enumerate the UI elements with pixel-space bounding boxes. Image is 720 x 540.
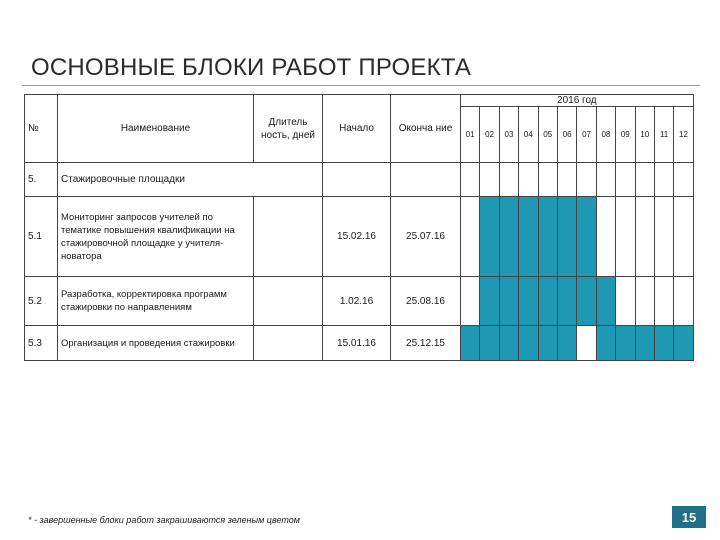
- month-cell-active: [538, 326, 557, 361]
- month-cell-active: [616, 326, 635, 361]
- month-cell: [538, 163, 557, 197]
- month-cell: [557, 163, 576, 197]
- month-cell-active: [499, 326, 518, 361]
- row-name: Разработка, корректировка программ стажировки по направлениям: [58, 277, 254, 326]
- header-month: 12: [674, 107, 693, 163]
- month-cell-active: [519, 197, 538, 277]
- month-cell: [461, 277, 480, 326]
- month-cell-active: [596, 277, 615, 326]
- table-row: [25, 277, 694, 326]
- title-divider: [22, 85, 700, 86]
- month-cell-active: [519, 326, 538, 361]
- month-cell: [577, 163, 596, 197]
- header-month: 10: [635, 107, 654, 163]
- header-start: Начало: [323, 95, 391, 163]
- section-start: [323, 163, 391, 197]
- month-cell: [635, 163, 654, 197]
- row-start: 15.02.16: [323, 197, 391, 277]
- section-row: [25, 163, 694, 197]
- row-num: 5.2: [25, 277, 58, 326]
- month-cell: [674, 197, 693, 277]
- header-year: 2016 год: [461, 95, 694, 107]
- footnote: * - завершенные блоки работ закрашиваются зеленым цветом: [28, 515, 300, 525]
- header-month: 11: [654, 107, 673, 163]
- project-plan-table: [24, 94, 694, 361]
- row-num: 5.1: [25, 197, 58, 277]
- header-month: 09: [616, 107, 635, 163]
- header-name: Наименование: [58, 95, 254, 163]
- header-month: 01: [461, 107, 480, 163]
- month-cell-active: [480, 326, 499, 361]
- month-cell: [519, 163, 538, 197]
- row-name: Мониторинг запросов учителей по тематике повышения квалификации на стажировочной площадке у учителя-новатора: [58, 197, 254, 277]
- header-month: 03: [499, 107, 518, 163]
- month-cell: [616, 277, 635, 326]
- month-cell-active: [538, 277, 557, 326]
- month-cell-active: [480, 197, 499, 277]
- header-num: №: [25, 95, 58, 163]
- month-cell-active: [557, 197, 576, 277]
- month-cell-active: [674, 326, 693, 361]
- month-cell: [635, 277, 654, 326]
- row-duration: [254, 326, 323, 361]
- month-cell-active: [577, 277, 596, 326]
- section-name: Стажировочные площадки: [58, 163, 323, 197]
- header-row-year: [25, 95, 694, 107]
- month-cell-active: [654, 326, 673, 361]
- row-end: 25.08.16: [391, 277, 461, 326]
- month-cell-active: [519, 277, 538, 326]
- month-cell: [616, 197, 635, 277]
- table-row: [25, 326, 694, 361]
- header-month: 06: [557, 107, 576, 163]
- month-cell-active: [499, 277, 518, 326]
- month-cell: [635, 197, 654, 277]
- month-cell-active: [480, 277, 499, 326]
- section-num: 5.: [25, 163, 58, 197]
- month-cell: [654, 277, 673, 326]
- month-cell: [674, 277, 693, 326]
- month-cell: [480, 163, 499, 197]
- header-duration: Длитель ность, дней: [254, 95, 323, 163]
- month-cell: [461, 197, 480, 277]
- header-month: 04: [519, 107, 538, 163]
- page-number-badge: 15: [672, 506, 706, 528]
- month-cell: [596, 163, 615, 197]
- month-cell-active: [499, 197, 518, 277]
- month-cell: [596, 197, 615, 277]
- header-month: 07: [577, 107, 596, 163]
- month-cell-active: [635, 326, 654, 361]
- row-duration: [254, 277, 323, 326]
- header-month: 02: [480, 107, 499, 163]
- header-month: 08: [596, 107, 615, 163]
- month-cell-active: [557, 277, 576, 326]
- row-end: 25.12.15: [391, 326, 461, 361]
- row-duration: [254, 197, 323, 277]
- table-row: [25, 197, 694, 277]
- month-cell: [616, 163, 635, 197]
- row-name: Организация и проведения стажировки: [58, 326, 254, 361]
- row-num: 5.3: [25, 326, 58, 361]
- month-cell-active: [577, 197, 596, 277]
- month-cell: [674, 163, 693, 197]
- row-start: 15.01.16: [323, 326, 391, 361]
- month-cell-active: [596, 326, 615, 361]
- row-end: 25.07.16: [391, 197, 461, 277]
- month-cell: [499, 163, 518, 197]
- section-end: [391, 163, 461, 197]
- header-month: 05: [538, 107, 557, 163]
- month-cell: [654, 163, 673, 197]
- month-cell-active: [461, 326, 480, 361]
- month-cell-active: [557, 326, 576, 361]
- header-end: Оконча ние: [391, 95, 461, 163]
- row-start: 1.02.16: [323, 277, 391, 326]
- month-cell: [654, 197, 673, 277]
- month-cell-active: [538, 197, 557, 277]
- month-cell: [461, 163, 480, 197]
- slide-title: ОСНОВНЫЕ БЛОКИ РАБОТ ПРОЕКТА: [31, 54, 472, 81]
- month-cell: [577, 326, 596, 361]
